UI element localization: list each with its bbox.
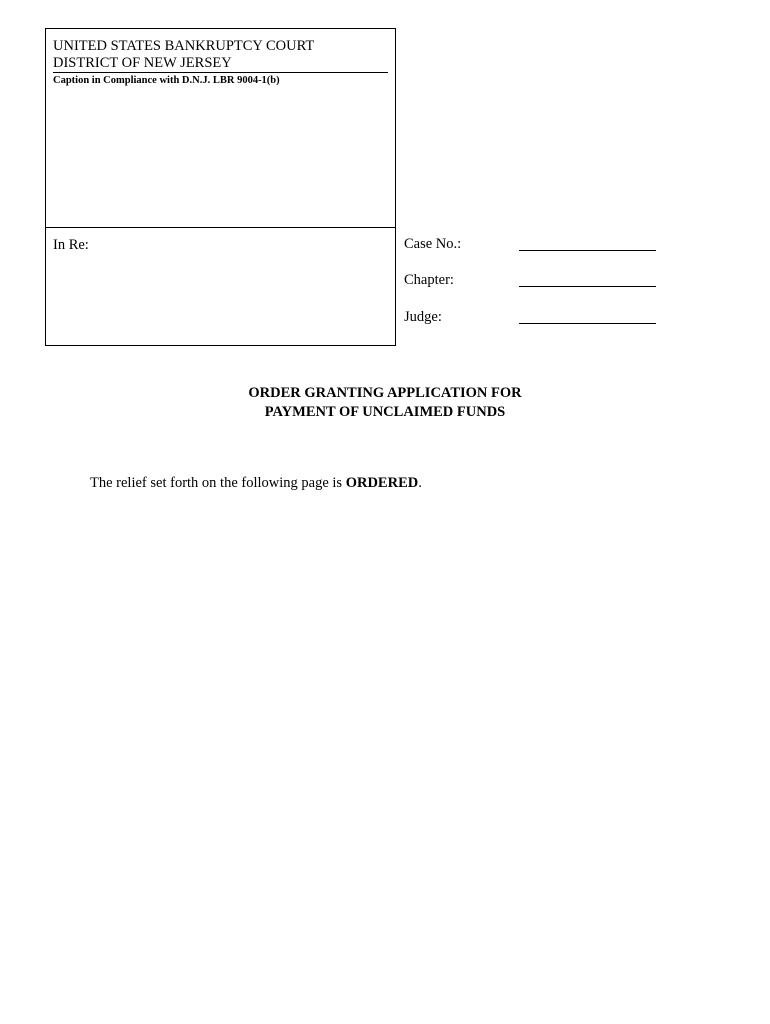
chapter-blank-line[interactable] [519, 286, 656, 287]
case-number-field[interactable] [404, 236, 656, 256]
order-body-prefix: The relief set forth on the following page is [90, 475, 346, 491]
order-title-line-2: PAYMENT OF UNCLAIMED FUNDS [264, 404, 506, 420]
compliance-note: Caption in Compliance with D.N.J. LBR 9004-1(b) [53, 75, 280, 86]
chapter-field[interactable] [404, 272, 656, 292]
order-title-line-1: ORDER GRANTING APPLICATION FOR [248, 385, 522, 401]
order-body-text [90, 475, 422, 492]
order-body-suffix: . [418, 475, 422, 491]
case-number-blank-line[interactable] [519, 250, 656, 251]
judge-field[interactable] [404, 309, 656, 329]
court-district: DISTRICT OF NEW JERSEY [53, 55, 232, 71]
caption-divider [46, 227, 395, 228]
court-name: UNITED STATES BANKRUPTCY COURT [53, 38, 315, 54]
judge-blank-line[interactable] [519, 323, 656, 324]
order-body-emphasis: ORDERED [345, 475, 419, 491]
case-number-label: Case No.: [404, 236, 462, 252]
chapter-label: Chapter: [404, 272, 454, 288]
order-title [0, 384, 770, 422]
in-re-label: In Re: [53, 237, 89, 253]
judge-label: Judge: [404, 309, 442, 325]
caption-box [45, 28, 396, 346]
court-header-rule [53, 72, 388, 73]
